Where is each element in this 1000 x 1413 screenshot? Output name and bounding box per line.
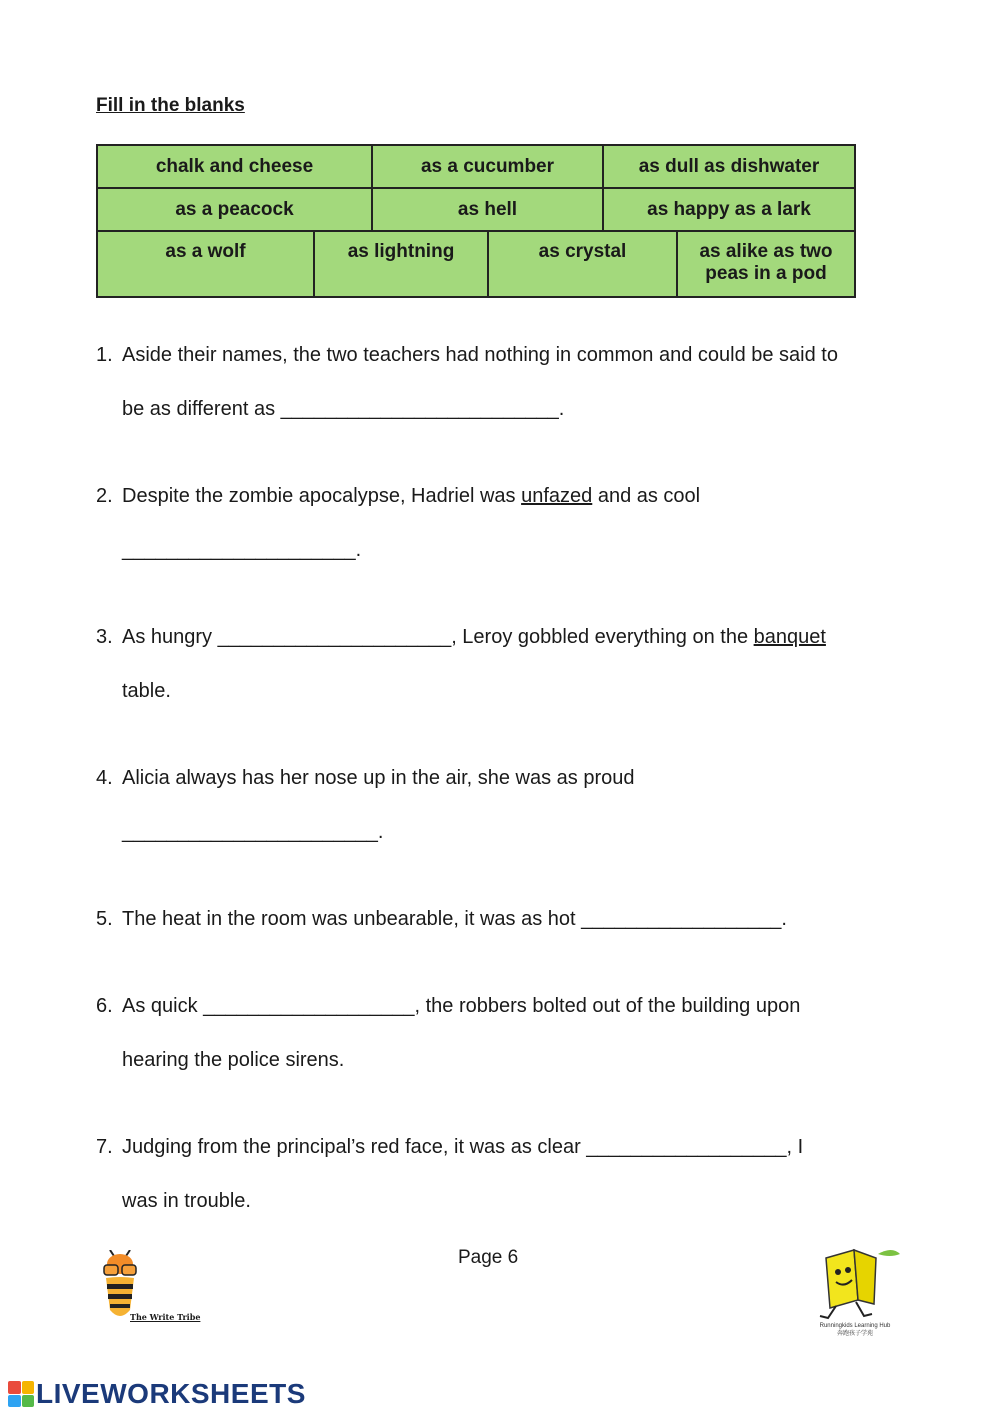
question-continuation: _______________________. xyxy=(122,821,384,843)
question-3 xyxy=(96,625,826,702)
running-book-logo-icon xyxy=(806,1244,906,1322)
question-text: The heat in the room was unbearable, it was as hot __________________. xyxy=(122,908,787,930)
page-number: Page 6 xyxy=(458,1247,519,1268)
question-number: 5. xyxy=(96,908,113,930)
question-continuation: be as different as _________________________. xyxy=(122,398,565,420)
word-bank-cell: as alike as two peas in a pod xyxy=(699,241,833,284)
question-continuation: _____________________. xyxy=(122,539,362,561)
question-4 xyxy=(96,766,635,843)
word-bank-cell: as a peacock xyxy=(98,189,373,230)
question-number: 6. xyxy=(96,995,113,1017)
word-bank-cell: as a cucumber xyxy=(373,146,604,187)
question-1 xyxy=(96,343,838,420)
question-continuation: table. xyxy=(122,680,171,702)
liveworksheets-logo-icon xyxy=(8,1381,34,1407)
word-bank-cell: as a wolf xyxy=(98,232,315,296)
question-text: Judging from the principal’s red face, it was as clear __________________, I xyxy=(122,1136,804,1158)
question-7 xyxy=(96,1135,804,1212)
question-text: Aside their names, the two teachers had nothing in common and could be said to xyxy=(122,344,838,366)
question-text: Alicia always has her nose up in the air, she was as proud xyxy=(122,767,635,789)
question-6 xyxy=(96,994,801,1071)
word-bank-table xyxy=(96,144,856,298)
question-number: 2. xyxy=(96,485,113,507)
bee-logo-caption: The Write Tribe xyxy=(130,1312,201,1322)
question-text: As hungry _____________________, Leroy gobbled everything on the xyxy=(122,626,754,648)
word-bank-cell: as dull as dishwater xyxy=(638,155,820,177)
question-continuation: hearing the police sirens. xyxy=(122,1049,345,1071)
word-bank-cell: as happy as a lark xyxy=(647,198,811,220)
question-text: Despite the zombie apocalypse, Hadriel was xyxy=(122,485,522,507)
question-number: 3. xyxy=(96,626,113,648)
question-number: 7. xyxy=(96,1136,113,1158)
vocab-word: unfazed xyxy=(521,485,593,507)
vocab-word: banquet xyxy=(753,626,826,648)
word-bank-row xyxy=(98,232,854,296)
liveworksheets-logo[interactable] xyxy=(8,1378,306,1410)
word-bank-cell: as lightning xyxy=(315,232,489,296)
book-logo-caption-line: 奔跑孩子学苑 xyxy=(836,1331,873,1337)
question-text: As quick ___________________, the robbers bolted out of the building upon xyxy=(122,995,801,1017)
page-title: Fill in the blanks xyxy=(96,95,245,116)
word-bank-row xyxy=(98,189,854,232)
word-bank-cell: as hell xyxy=(373,189,604,230)
word-bank-row xyxy=(98,146,854,189)
book-logo-caption xyxy=(800,1322,910,1338)
question-5 xyxy=(96,907,787,931)
word-bank-cell: chalk and cheese xyxy=(98,146,373,187)
question-number: 1. xyxy=(96,344,113,366)
question-text-end: and as cool xyxy=(592,485,701,507)
book-logo-caption-line: Runningkids Learning Hub xyxy=(819,1323,891,1329)
question-number: 4. xyxy=(96,767,113,789)
question-continuation: was in trouble. xyxy=(122,1190,251,1212)
question-2 xyxy=(96,484,701,561)
word-bank-cell: as crystal xyxy=(489,232,678,296)
liveworksheets-brand-text: LIVEWORKSHEETS xyxy=(36,1378,306,1409)
